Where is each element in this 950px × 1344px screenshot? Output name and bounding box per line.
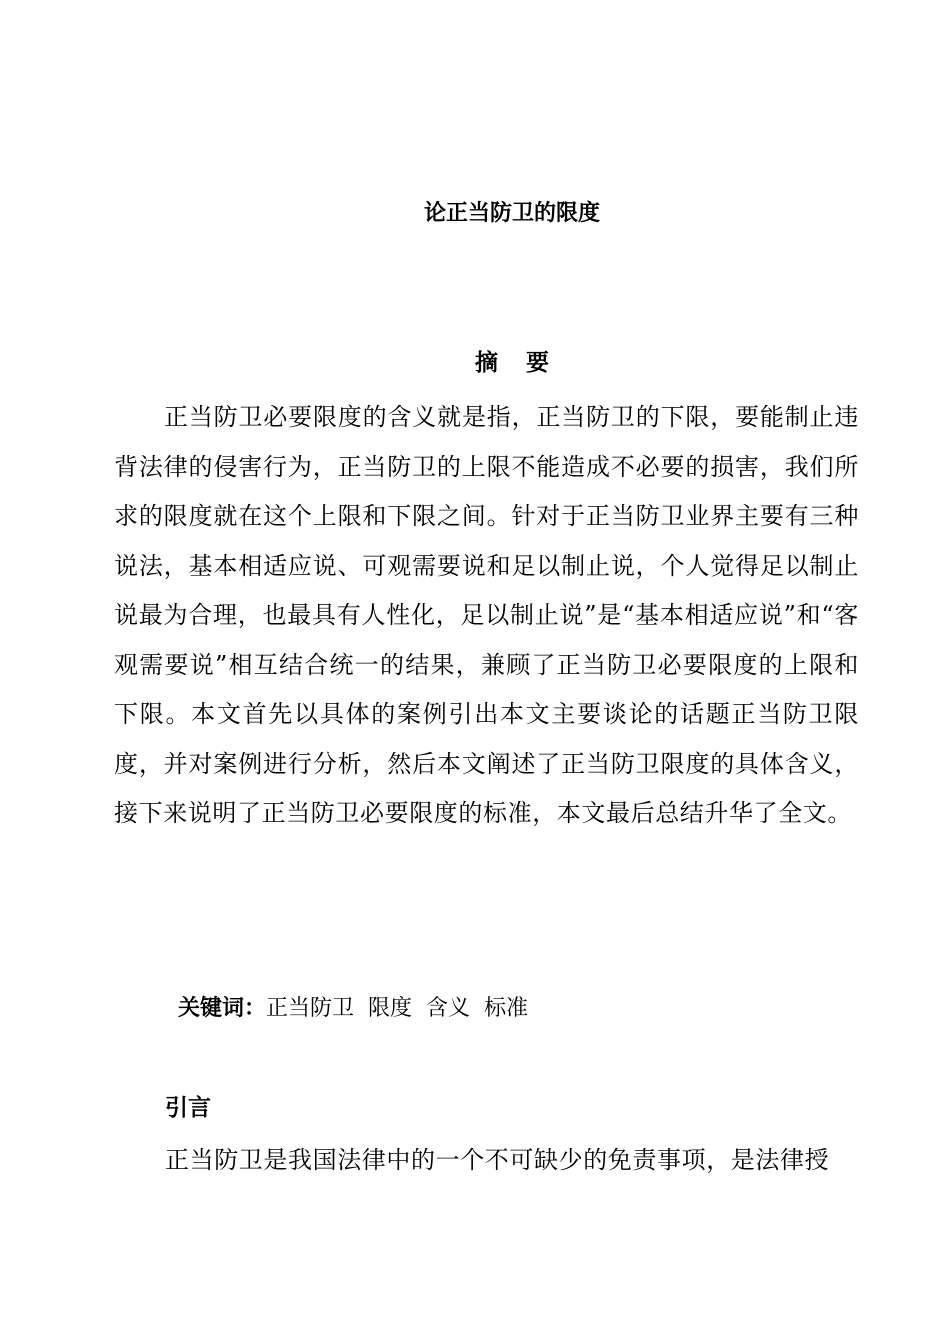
abstract-body: 正当防卫必要限度的含义就是指，正当防卫的下限，要能制止违背法律的侵害行为，正当防卫的上限不能造成不必要的损害，我们所求的限度就在这个上限和下限之间。针对于正当防卫业界主要有三种说法，基本相适应说、可观需要说和足以制止说，个人觉得足以制止说最为合理，也最具有人性化，足以制止说”是“基本相适应说”和“客观需要说”相互结合统一的结果，兼顾了正当防卫必要限度的上限和下限。本文首先以具体的案例引出本文主要谈论的话题正当防卫限度，并对案例进行分析，然后本文阐述了正当防卫限度的具体含义，接下来说明了正当防卫必要限度的标准，本文最后总结升华了全文。 bbox=[114, 403, 859, 827]
document-title: 论正当防卫的限度 bbox=[423, 201, 600, 226]
keyword-item: 含义 bbox=[426, 996, 471, 1021]
keywords-label: 关键词： bbox=[178, 996, 267, 1021]
abstract-heading bbox=[0, 346, 950, 380]
abstract-heading-char-2: 要 bbox=[526, 350, 549, 376]
abstract-heading-char-1: 摘 bbox=[475, 350, 498, 376]
keyword-item: 正当防卫 bbox=[266, 996, 355, 1021]
introduction-body: 正当防卫是我国法律中的一个不可缺少的免责事项，是法律授 bbox=[165, 1146, 830, 1174]
keyword-item: 标准 bbox=[484, 996, 529, 1021]
keywords-line bbox=[178, 992, 542, 1026]
introduction-heading: 引言 bbox=[165, 1095, 211, 1121]
keyword-item: 限度 bbox=[368, 996, 413, 1021]
